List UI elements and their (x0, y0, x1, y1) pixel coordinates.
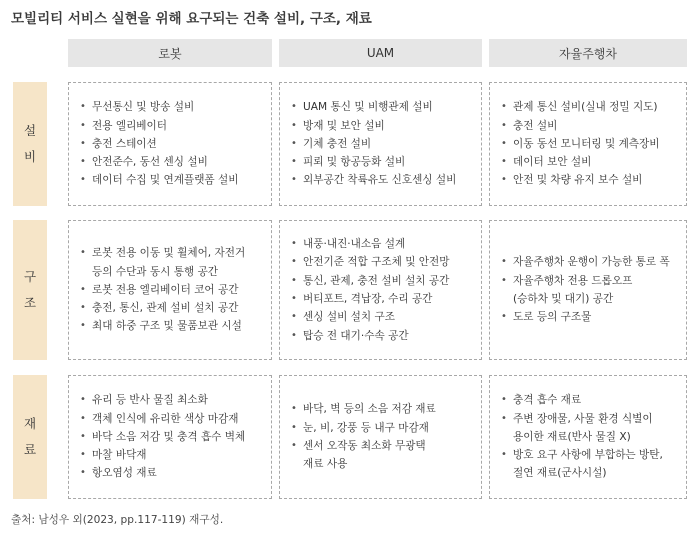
list-item: • 유리 등 반사 물질 최소화 (79, 391, 245, 409)
cell-structure-autonomous-vehicle (489, 220, 687, 360)
list-item: • 충전, 통신, 관제 설비 설치 공간 (79, 299, 245, 317)
list-item: • 내풍·내진·내소음 설계 (290, 235, 450, 253)
cell-materials-robot (68, 375, 272, 499)
list-item: • 최대 하중 구조 및 물품보관 시설 (79, 317, 245, 335)
list-item: • 전용 엘리베이터 (79, 117, 239, 135)
list-item: • 충전 설비 (500, 117, 660, 135)
source-note: 출처: 남성우 외(2023, pp.117-119) 재구성. (11, 514, 224, 526)
list-item: • 방호 요구 사항에 부합하는 방탄, 절연 재료(군사시설) (500, 446, 663, 483)
row-header-char: 설 (23, 123, 37, 138)
list-item: • 충전 스테이션 (79, 135, 239, 153)
cell-structure-robot (68, 220, 272, 360)
list-item: • 버티포트, 격납장, 수리 공간 (290, 290, 450, 308)
list-item: • 센싱 설비 설치 구조 (290, 308, 450, 326)
cell-equipment-uam (279, 82, 482, 206)
list-item: • 항오염성 재료 (79, 464, 245, 482)
row-header-char: 구 (23, 269, 37, 284)
list-item: • 외부공간 착륙유도 신호센싱 설비 (290, 171, 456, 189)
list-item: • 데이터 수집 및 연계플랫폼 설비 (79, 171, 239, 189)
list-item: • 데이터 보안 설비 (500, 153, 660, 171)
list-item: • 마찰 바닥재 (79, 446, 245, 464)
list-item: • 주변 장애물, 사물 환경 식별이 용이한 재료(반사 물질 X) (500, 410, 663, 447)
row-header-equipment (13, 82, 47, 206)
row-header-materials (13, 375, 47, 499)
row-header-char: 료 (23, 442, 37, 457)
cell-structure-uam (279, 220, 482, 360)
list-item: • 자율주행차 운행이 가능한 통로 폭 (500, 253, 670, 271)
list-item: • 통신, 관제, 충전 설비 설치 공간 (290, 272, 450, 290)
list-item: • 탑승 전 대기·수속 공간 (290, 327, 450, 345)
row-header-char: 조 (23, 295, 37, 310)
page-title: 모빌리티 서비스 실현을 위해 요구되는 건축 설비, 구조, 재료 (11, 11, 372, 27)
row-header-structure (13, 220, 47, 360)
column-header-uam: UAM (279, 39, 482, 67)
row-header-char: 비 (23, 149, 37, 164)
list-item: • 로봇 전용 이동 및 휠체어, 자전거 등의 수단과 동시 통행 공간 (79, 244, 245, 281)
cell-materials-autonomous-vehicle (489, 375, 687, 499)
list-item: • 안전기준 적합 구조체 및 안전망 (290, 253, 450, 271)
list-item: • 로봇 전용 엘리베이터 코어 공간 (79, 281, 245, 299)
list-item: • 피뢰 및 항공등화 설비 (290, 153, 456, 171)
list-item: • 이동 동선 모니터링 및 계측장비 (500, 135, 660, 153)
list-item: • 자율주행차 전용 드롭오프 (승하차 및 대기) 공간 (500, 272, 670, 309)
column-header-autonomous-vehicle: 자율주행차 (489, 39, 687, 67)
list-item: • 충격 흡수 재료 (500, 391, 663, 409)
list-item: • 방재 및 보안 설비 (290, 117, 456, 135)
list-item: • 기체 충전 설비 (290, 135, 456, 153)
list-item: • 센서 오작동 최소화 무광택 재료 사용 (290, 437, 436, 474)
list-item: • 무선통신 및 방송 설비 (79, 98, 239, 116)
cell-materials-uam (279, 375, 482, 499)
cell-equipment-robot (68, 82, 272, 206)
list-item: • 객체 인식에 유리한 색상 마감재 (79, 410, 245, 428)
list-item: • 도로 등의 구조물 (500, 308, 670, 326)
list-item: • 바닥 소음 저감 및 충격 흡수 벽체 (79, 428, 245, 446)
list-item: • UAM 통신 및 비행관제 설비 (290, 98, 456, 116)
list-item: • 안전 및 차량 유지 보수 설비 (500, 171, 660, 189)
list-item: • 눈, 비, 강풍 등 내구 마감재 (290, 419, 436, 437)
row-header-char: 재 (23, 416, 37, 431)
cell-equipment-autonomous-vehicle (489, 82, 687, 206)
list-item: • 안전준수, 동선 센싱 설비 (79, 153, 239, 171)
list-item: • 관제 통신 설비(실내 정밀 지도) (500, 98, 660, 116)
list-item: • 바닥, 벽 등의 소음 저감 재료 (290, 400, 436, 418)
column-header-robot: 로봇 (68, 39, 272, 67)
